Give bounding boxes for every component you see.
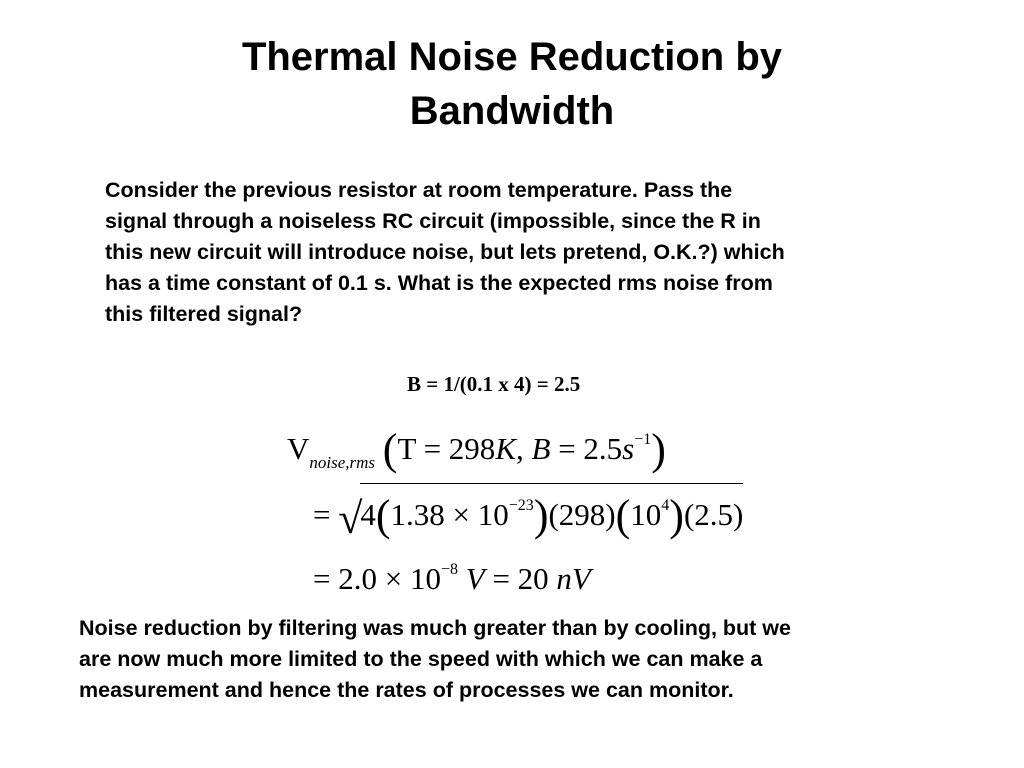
conclusion-line: are now much more limited to the speed with which we can make a xyxy=(79,647,763,671)
noise-equation-line-1 xyxy=(287,420,666,483)
eq2-temperature: (298) xyxy=(548,497,616,532)
eq2-equals: = xyxy=(313,497,339,532)
eq2-boltzmann-value: 1.38 × 10 xyxy=(390,497,509,532)
slide-title xyxy=(0,30,1024,138)
eq1-close-paren: ) xyxy=(651,425,666,474)
eq1-seconds-exponent: −1 xyxy=(634,431,652,448)
eq3-value: = 2.0 × 10 xyxy=(313,561,441,596)
eq2-boltzmann-exponent: −23 xyxy=(508,497,534,514)
eq2-resistance-value: 10 xyxy=(630,497,662,532)
conclusion-line: measurement and hence the rates of processes we can monitor. xyxy=(79,678,734,702)
conclusion-line: Noise reduction by filtering was much greater than by cooling, but we xyxy=(79,616,791,640)
eq2-r-open-paren: ( xyxy=(615,491,631,540)
eq2-resistance-exponent: 4 xyxy=(661,497,670,514)
eq2-r-close-paren: ) xyxy=(669,491,684,540)
title-line-1: Thermal Noise Reduction by xyxy=(241,35,783,79)
eq1-bandwidth-value: = 2.5 xyxy=(550,431,623,466)
intro-paragraph xyxy=(105,175,785,330)
eq2-k-close-paren: ) xyxy=(533,491,549,540)
intro-line: signal through a noiseless RC circuit (impossible, since the R in xyxy=(105,209,761,233)
eq3-volt-result: V xyxy=(571,561,591,596)
noise-equation-line-2 xyxy=(313,483,743,541)
intro-line: has a time constant of 0.1 s. What is the expected rms noise from xyxy=(105,271,773,295)
eq1-seconds: s xyxy=(622,431,635,466)
bandwidth-equation: B = 1/(0.1 x 4) = 2.5 xyxy=(407,372,581,396)
noise-equation-line-3 xyxy=(313,550,591,599)
eq1-lhs-subscript: noise,rms xyxy=(309,453,376,472)
eq1-args: T = 298 xyxy=(397,431,496,466)
eq2-coefficient: 4 xyxy=(360,497,376,532)
eq3-nano: n xyxy=(556,561,572,596)
eq1-kelvin: K xyxy=(495,431,516,466)
intro-line: Consider the previous resistor at room temperature. Pass the xyxy=(105,178,733,202)
eq3-exponent: −8 xyxy=(440,561,458,578)
conclusion-paragraph xyxy=(79,613,791,706)
square-root-sign: √ xyxy=(338,494,363,543)
eq1-lhs: V xyxy=(287,431,310,466)
eq3-equals-result: = 20 xyxy=(484,561,557,596)
title-line-2: Bandwidth xyxy=(409,89,615,133)
eq1-bandwidth-symbol: B xyxy=(531,431,551,466)
eq2-k-open-paren: ( xyxy=(375,491,391,540)
eq1-comma: , xyxy=(516,431,532,466)
eq2-bandwidth: (2.5) xyxy=(683,497,744,532)
intro-line: this new circuit will introduce noise, but lets pretend, O.K.?) which xyxy=(105,240,785,264)
eq1-open-paren: ( xyxy=(382,425,398,474)
intro-line: this filtered signal? xyxy=(105,302,303,326)
square-root-radicand xyxy=(360,483,743,538)
eq3-volt: V xyxy=(458,561,485,596)
